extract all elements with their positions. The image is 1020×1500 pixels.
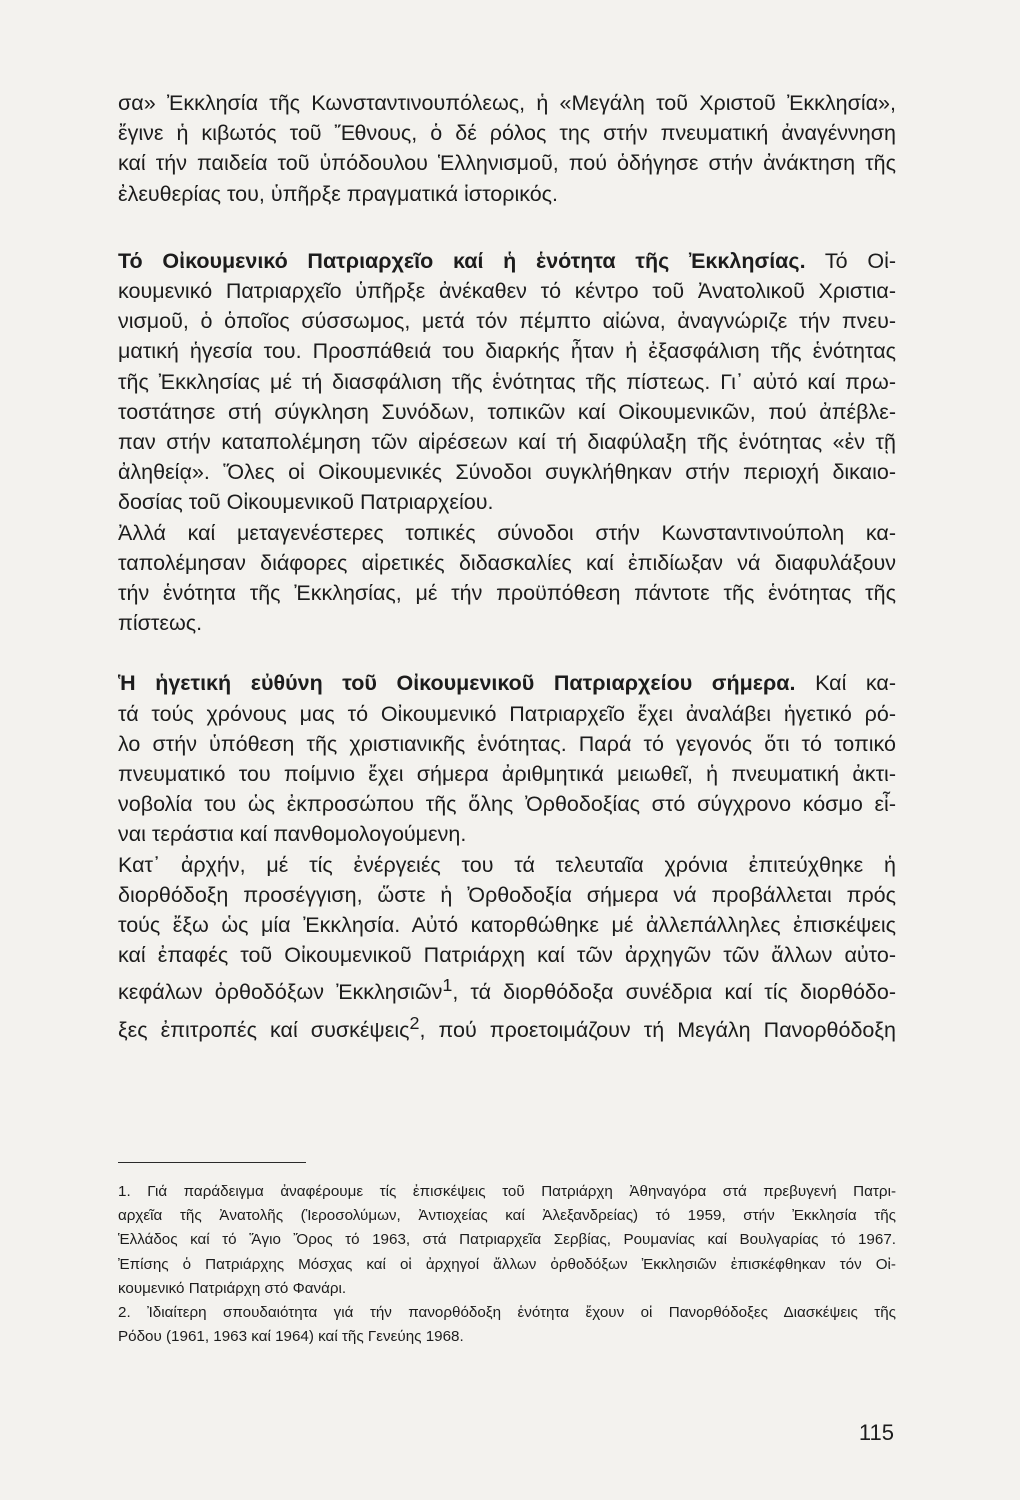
text-line: τούς ἔξω ὡς μία Ἐκκλησία. Αὐτό κατορθώθηκε μέ ἀλλεπάλληλες ἐπισκέψεις [118, 913, 896, 938]
footnote-separator [118, 1162, 306, 1163]
footnote-line: 1. Γιά παράδειγμα ἀναφέρουμε τίς ἐπισκέψεις τοῦ Πατριάρχη Ἀθηναγόρα στά πρεβυγενή Πατρι- [118, 1183, 896, 1200]
section-heading-line [118, 668, 896, 698]
footnote-line: κουμενικό Πατριάρχη στό Φανάρι. [118, 1279, 347, 1297]
text-line: ἔγινε ἡ κιβωτός τοῦ Ἔθνους, ὁ δέ ρόλος της στήν πνευματική ἀναγέννηση [118, 121, 896, 146]
section-heading: Ἡ ἡγετική εὐθύνη τοῦ Οἰκουμενικοῦ Πατριαρχείου σήμερα. [118, 671, 796, 696]
footnote-ref: 2 [409, 1012, 420, 1033]
footnote-ref: 1 [442, 975, 453, 996]
footnote-line: Ρόδου (1961, 1963 καί 1964) καί τῆς Γενεύης 1968. [118, 1328, 464, 1346]
text-line: τά τούς χρόνους μας τό Οἰκουμενικό Πατριαρχεῖο ἔχει ἀναλάβει ἡγετικό ρό- [118, 701, 896, 726]
text-line: Τό Οἰ- [805, 248, 897, 273]
text-fragment: ξες ἐπιτροπές καί συσκέψεις [118, 1018, 410, 1042]
text-line: Ἀλλά καί μεταγενέστερες τοπικές σύνοδοι στήν Κωνσταντινούπολη κα- [118, 520, 896, 545]
text-line: παν στήν καταπολέμηση τῶν αἱρέσεων καί τή διαφύλαξη τῆς ἑνότητας «ἐν τῇ [118, 430, 896, 455]
footnote-line: αρχεῖα τῆς Ἀνατολῆς (Ἱεροσολύμων, Ἀντιοχείας καί Ἀλεξανδρείας) τό 1959, στήν Ἐκκλησία τῆς [118, 1207, 896, 1225]
section-heading: Τό Οἰκουμενικό Πατριαρχεῖο καί ἡ ἑνότητα τῆς Ἐκκλησίας. [118, 248, 806, 273]
text-line: νισμοῦ, ὁ ὁποῖος σύσσωμος, μετά τόν πέμπτο αἰώνα, ἀναγνώριζε τήν πνευ- [118, 309, 896, 334]
page-number: 115 [858, 1420, 894, 1445]
text-line: λο στήν ὑπόθεση τῆς χριστιανικῆς ἑνότητας. Παρά τό γεγονός ὅτι τό τοπικό [118, 731, 896, 756]
footnote-line: Ἑλλάδος καί τό Ἅγιο Ὄρος τό 1963, στά Πατριαρχεῖα Σερβίας, Ρουμανίας καί Βουλγαρίας τό 1967. [118, 1231, 896, 1249]
text-line: δοσίας τοῦ Οἰκουμενικοῦ Πατριαρχείου. [118, 490, 494, 515]
text-line: Κατ᾿ ἀρχήν, μέ τίς ἐνέργειές του τά τελευταῖα χρόνια ἐπιτεύχθηκε ἡ [118, 852, 896, 877]
text-line: ταπολέμησαν διάφορες αἱρετικές διδασκαλίες καί ἐπιδίωξαν νά διαφυλάξουν [118, 550, 896, 575]
text-line: ματική ἡγεσία του. Προσπάθειά του διαρκής ἦταν ἡ ἐξασφάλιση τῆς ἑνότητας [118, 339, 896, 364]
section-heading-line [118, 246, 896, 276]
text-line [118, 970, 896, 1007]
paragraph-gap [118, 638, 896, 668]
text-line: τήν ἑνότητα τῆς Ἐκκλησίας, μέ τήν προϋπόθεση πάντοτε τῆς ἑνότητας τῆς [118, 581, 896, 606]
text-fragment: κεφάλων ὀρθοδόξων Ἐκκλησιῶν [118, 980, 443, 1005]
paragraph-gap [118, 209, 896, 246]
text-line: καί τήν παιδεία τοῦ ὑπόδουλου Ἑλληνισμοῦ, πού ὁδήγησε στήν ἀνάκτηση τῆς [118, 151, 896, 176]
text-line: διορθόδοξη προσέγγιση, ὥστε ἡ Ὀρθοδοξία σήμερα νά προβάλλεται πρός [118, 882, 896, 907]
text-line: ναι τεράστια καί πανθομολογούμενη. [118, 822, 467, 847]
footnotes [118, 1180, 896, 1349]
text-line: τοστάτησε στή σύγκληση Συνόδων, τοπικῶν καί Οἰκουμενικῶν, πού ἀπέβλε- [118, 399, 896, 424]
text-line: τῆς Ἐκκλησίας μέ τή διασφάλιση τῆς ἑνότητας τῆς πίστεως. Γι᾿ αὐτό καί πρω- [118, 369, 896, 394]
text-line: πνευματικό του ποίμνιο ἔχει σήμερα ἀριθμητικά μειωθεῖ, ἡ πνευματική ἀκτι- [118, 762, 896, 787]
text-line: νοβολία του ὡς ἐκπροσώπου τῆς ὅλης Ὀρθοδοξίας στό σύγχρονο κόσμο εἶ- [118, 792, 896, 817]
text-line: καί ἐπαφές τοῦ Οἰκουμενικοῦ Πατριάρχη καί τῶν ἀρχηγῶν τῶν ἄλλων αὐτο- [118, 943, 896, 968]
text-line [118, 1008, 896, 1045]
text-line: Καί κα- [795, 671, 897, 696]
text-line: ἐλευθερίας του, ὑπῆρξε πραγματικά ἱστορικός. [118, 181, 559, 206]
text-line: σα» Ἐκκλησία τῆς Κωνσταντινουπόλεως, ἡ «Μεγάλη τοῦ Χριστοῦ Ἐκκλησία», [118, 91, 896, 115]
text-line: κουμενικό Πατριαρχεῖο ὑπῆρξε ἀνέκαθεν τό κέντρο τοῦ Ἀνατολικοῦ Χριστια- [118, 279, 896, 304]
text-fragment: , πού προετοιμάζουν τή Μεγάλη Πανορθόδοξη [419, 1018, 896, 1042]
text-line: πίστεως. [118, 611, 203, 636]
footnote-line: 2. Ἰδιαίτερη σπουδαιότητα γιά τήν πανορθόδοξη ἑνότητα ἔχουν οἱ Πανορθόδοξες Διασκέψεις τῆς [118, 1304, 896, 1322]
footnote-line: Ἐπίσης ὁ Πατριάρχης Μόσχας καί οἱ ἀρχηγοί ἄλλων ὀρθοδόξων Ἐκκλησιῶν ἐπισκέφθηκαν τόν Οἰ- [118, 1255, 896, 1273]
text-fragment: , τά διορθόδοξα συνέδρια καί τίς διορθόδο- [452, 980, 896, 1005]
body-text [118, 88, 896, 1045]
text-line: ἀληθείᾳ». Ὅλες οἱ Οἰκουμενικές Σύνοδοι συγκλήθηκαν στήν περιοχή δικαιο- [118, 460, 896, 485]
